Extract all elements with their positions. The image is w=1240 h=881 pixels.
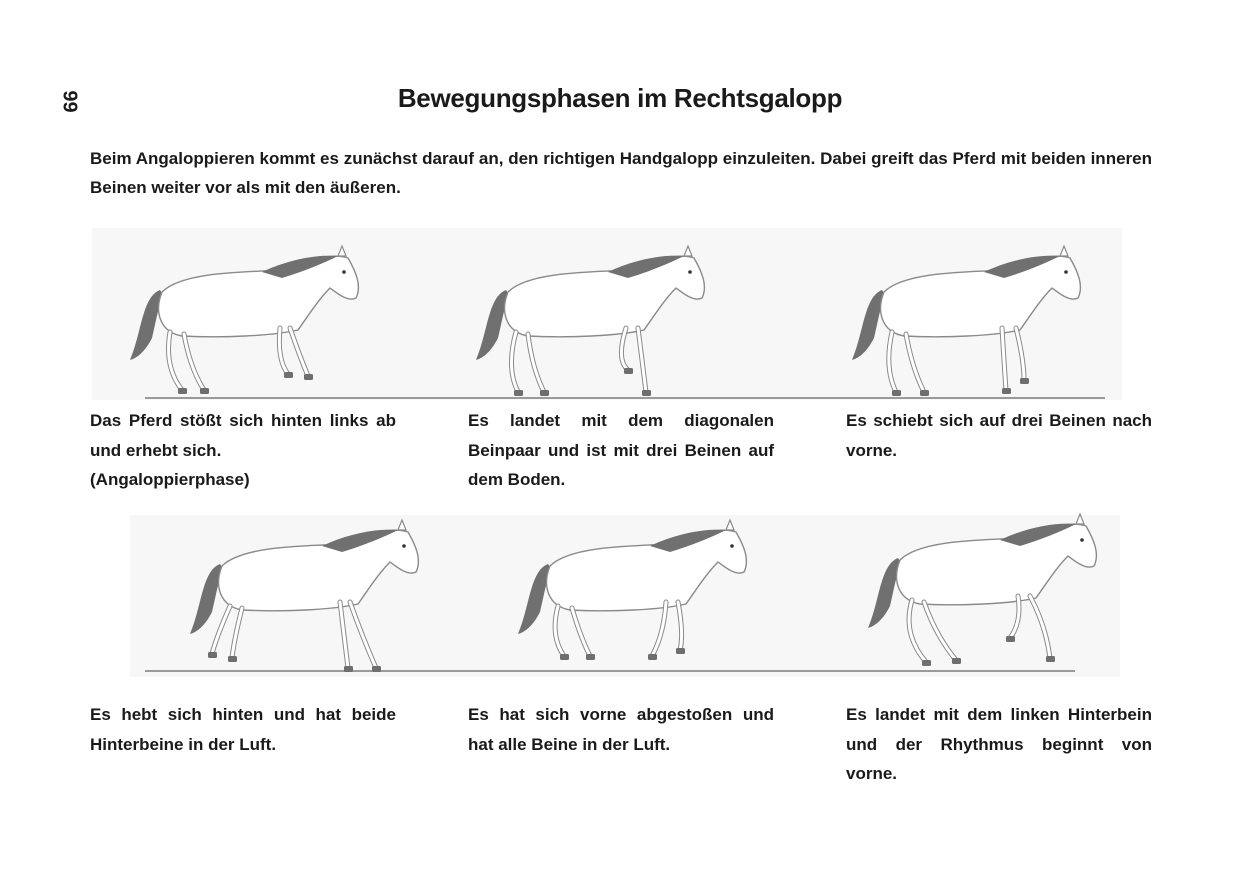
caption-phase-2: Es landet mit dem diagonalen Beinpaar und ist mit drei Beinen auf dem Boden. — [468, 411, 774, 489]
caption-phase-5: Es hat sich vorne abgestoßen und hat alle Beine in der Luft. — [468, 705, 774, 754]
intro-paragraph: Beim Angaloppieren kommt es zunächst darauf an, den richtigen Handgalopp einzuleiten. Dabei greift das Pferd mit beiden inneren Beinen weiter vor als mit den äußeren. — [90, 149, 1152, 197]
page-title: Bewegungsphasen im Rechtsgalopp — [397, 83, 843, 113]
page-number: 99 — [58, 90, 81, 113]
horse-illustration-phase-1 — [112, 242, 362, 402]
caption-phase-3: Es schiebt sich auf drei Beinen nach vorne. — [846, 411, 1152, 460]
caption-phase-4: Es hebt sich hinten und hat beide Hinterbeine in der Luft. — [90, 705, 396, 754]
caption-phase-1 — [90, 406, 396, 495]
caption-phase-6: Es landet mit dem linken Hinterbein und der Rhythmus beginnt von vorne. — [846, 705, 1152, 783]
horse-illustration-phase-2 — [458, 242, 708, 402]
caption-phase-1-note: (Angaloppierphase) — [90, 470, 250, 489]
horse-illustration-phase-3 — [834, 242, 1084, 402]
horse-illustration-phase-5 — [500, 516, 750, 676]
horse-illustration-phase-6 — [850, 510, 1100, 670]
horse-illustration-phase-4 — [172, 516, 422, 676]
caption-phase-1-text: Das Pferd stößt sich hinten links ab und erhebt sich. — [90, 411, 396, 460]
